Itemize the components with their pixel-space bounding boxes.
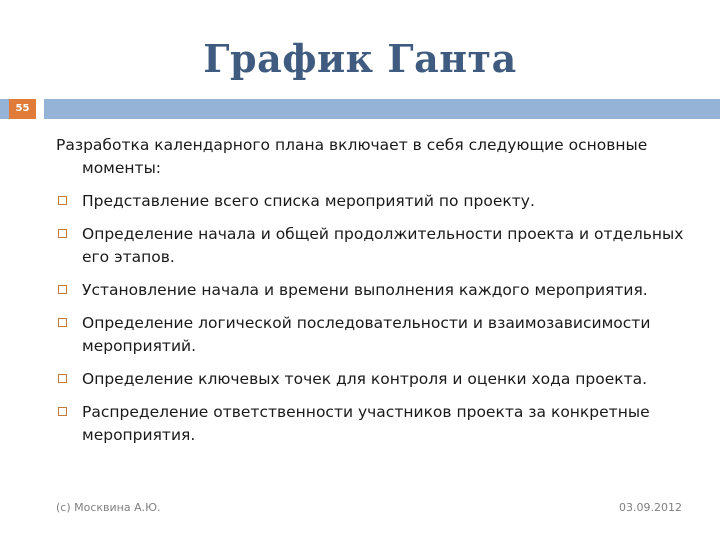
square-bullet-icon: [58, 318, 67, 327]
slide-number-badge: 55: [9, 99, 36, 119]
footer-author: (c) Москвина А.Ю.: [56, 501, 161, 514]
bullet-list: [56, 190, 686, 447]
intro-paragraph: Разработка календарного плана включает в себя следующие основные моменты:: [56, 136, 648, 177]
accent-bar-right: [44, 99, 720, 119]
footer-date: 03.09.2012: [619, 501, 682, 514]
square-bullet-icon: [58, 374, 67, 383]
square-bullet-icon: [58, 196, 67, 205]
header-bar: [0, 99, 720, 119]
list-item-text: Представление всего списка мероприятий по проекту.: [82, 192, 535, 210]
list-item: [56, 279, 686, 302]
list-item: [56, 401, 686, 447]
slide-title: График Ганта: [203, 36, 517, 81]
list-item-text: Определение логической последовательности и взаимозависимости мероприятий.: [82, 314, 651, 355]
list-item: [56, 190, 686, 213]
list-item-text: Определение ключевых точек для контроля и оценки хода проекта.: [82, 370, 648, 388]
list-item-text: Определение начала и общей продолжительности проекта и отдельных его этапов.: [82, 225, 684, 266]
square-bullet-icon: [58, 407, 67, 416]
accent-bar-left: [0, 99, 9, 119]
list-item-text: Установление начала и времени выполнения каждого мероприятия.: [82, 281, 648, 299]
list-item: [56, 312, 686, 358]
slide-content: [56, 134, 686, 457]
list-item: [56, 368, 686, 391]
list-item: [56, 223, 686, 269]
square-bullet-icon: [58, 229, 67, 238]
square-bullet-icon: [58, 285, 67, 294]
list-item-text: Распределение ответственности участников проекта за конкретные мероприятия.: [82, 403, 650, 444]
